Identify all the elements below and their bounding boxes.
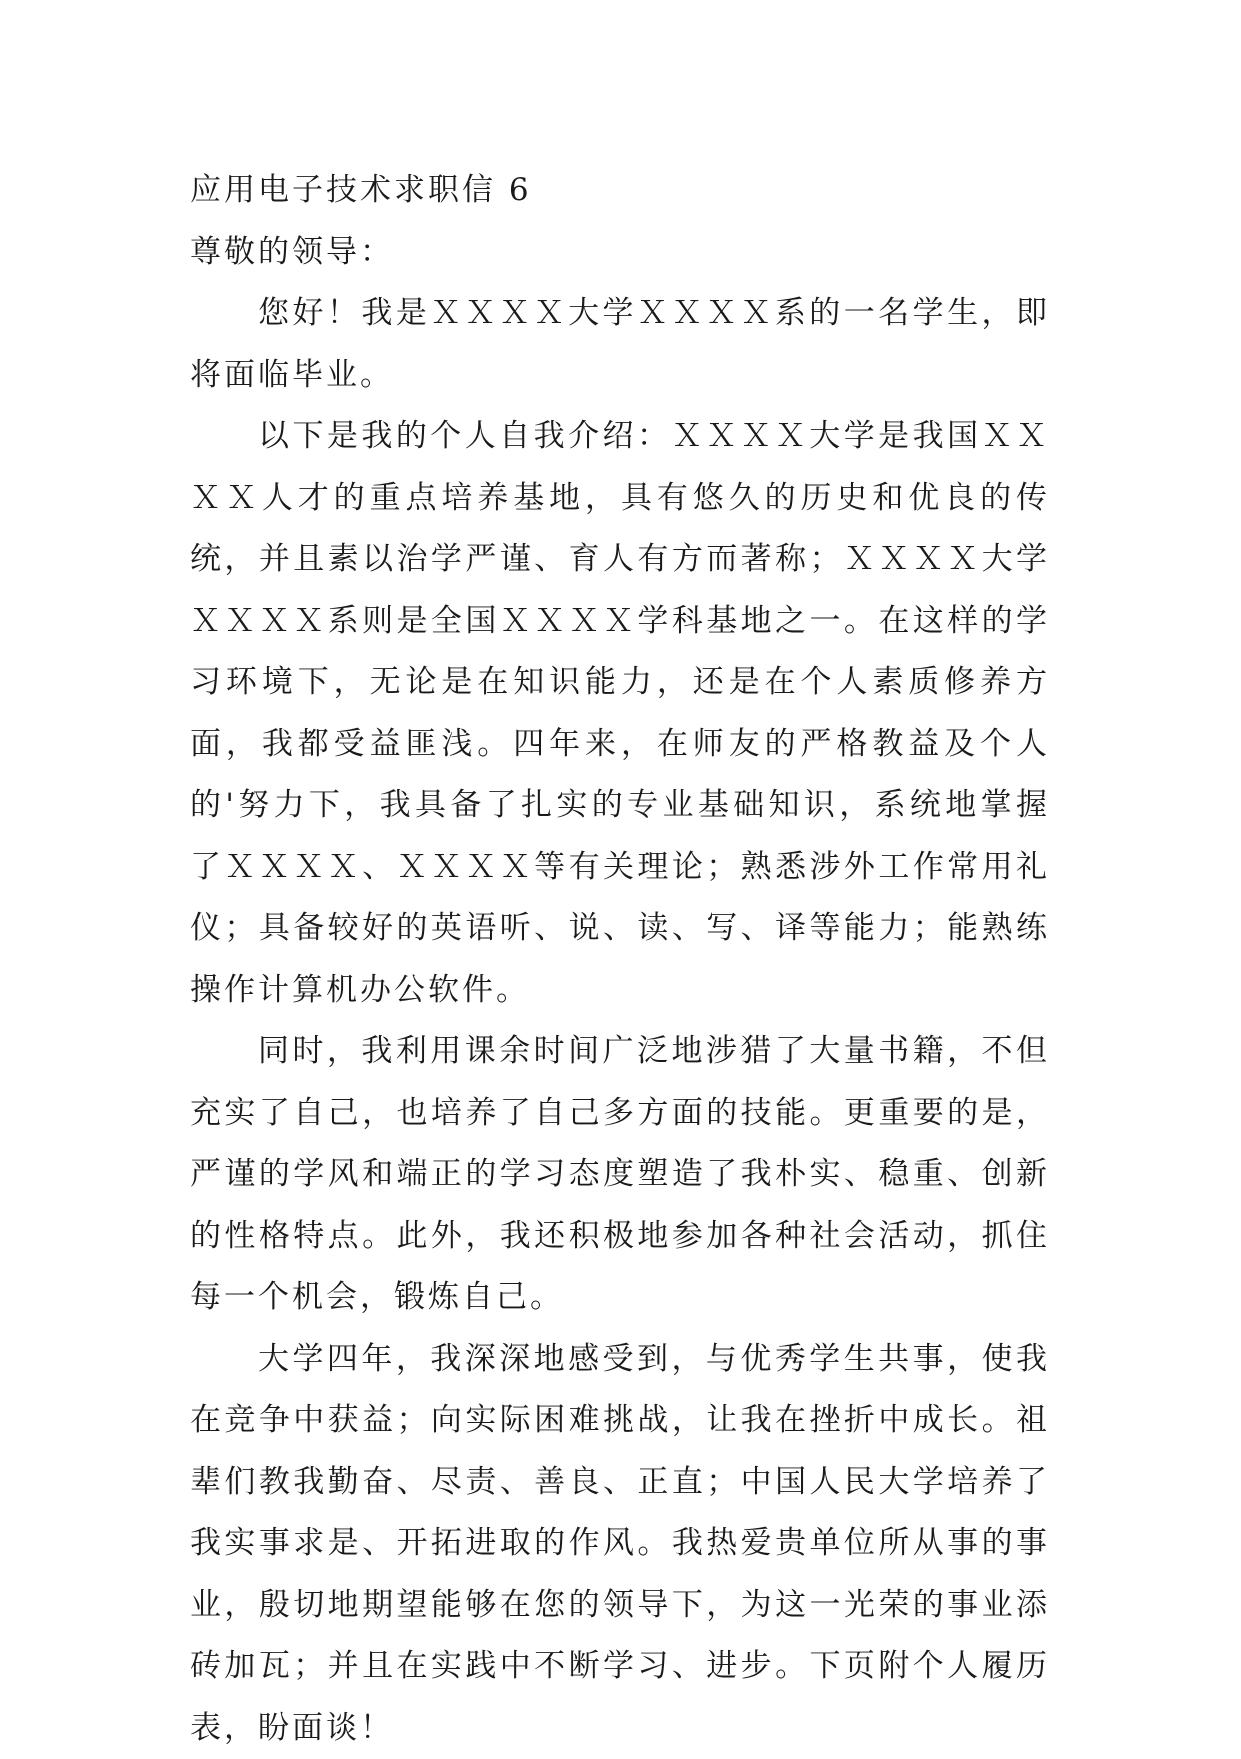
paragraph-greeting: 您好！我是ＸＸＸＸ大学ＸＸＸＸ系的一名学生，即将面临毕业。 [190, 283, 1050, 406]
paragraph-closing: 大学四年，我深深地感受到，与优秀学生共事，使我在竞争中获益；向实际困难挑战，让我在挫折中成长。祖辈们教我勤奋、尽责、善良、正直；中国人民大学培养了我实事求是、开拓进取的作风。我热爱贵单位所从事的事业，殷切地期望能够在您的领导下，为这一光荣的事业添砖加瓦；并且在实践中不断学习、进步。下页附个人履历表，盼面谈！ [190, 1329, 1050, 1759]
paragraph-self-introduction: 以下是我的个人自我介绍：ＸＸＸＸ大学是我国ＸＸＸＸ人才的重点培养基地，具有悠久的历史和优良的传统，并且素以治学严谨、育人有方而著称；ＸＸＸＸ大学ＸＸＸＸ系则是全国ＸＸＸＸ学科基地之一。在这样的学习环境下，无论是在知识能力，还是在个人素质修养方面，我都受益匪浅。四年来，在师友的严格教益及个人的'努力下，我具备了扎实的专业基础知识，系统地掌握了ＸＸＸＸ、ＸＸＸＸ等有关理论；熟悉涉外工作常用礼仪；具备较好的英语听、说、读、写、译等能力；能熟练操作计算机办公软件。 [190, 406, 1050, 1021]
salutation: 尊敬的领导： [190, 222, 1050, 284]
letter-body [190, 160, 1050, 1759]
paragraph-extracurricular: 同时，我利用课余时间广泛地涉猎了大量书籍，不但充实了自己，也培养了自己多方面的技能。更重要的是，严谨的学风和端正的学习态度塑造了我朴实、稳重、创新的性格特点。此外，我还积极地参加各种社会活动，抓住每一个机会，锻炼自己。 [190, 1021, 1050, 1329]
document-title: 应用电子技术求职信 6 [190, 160, 1050, 222]
